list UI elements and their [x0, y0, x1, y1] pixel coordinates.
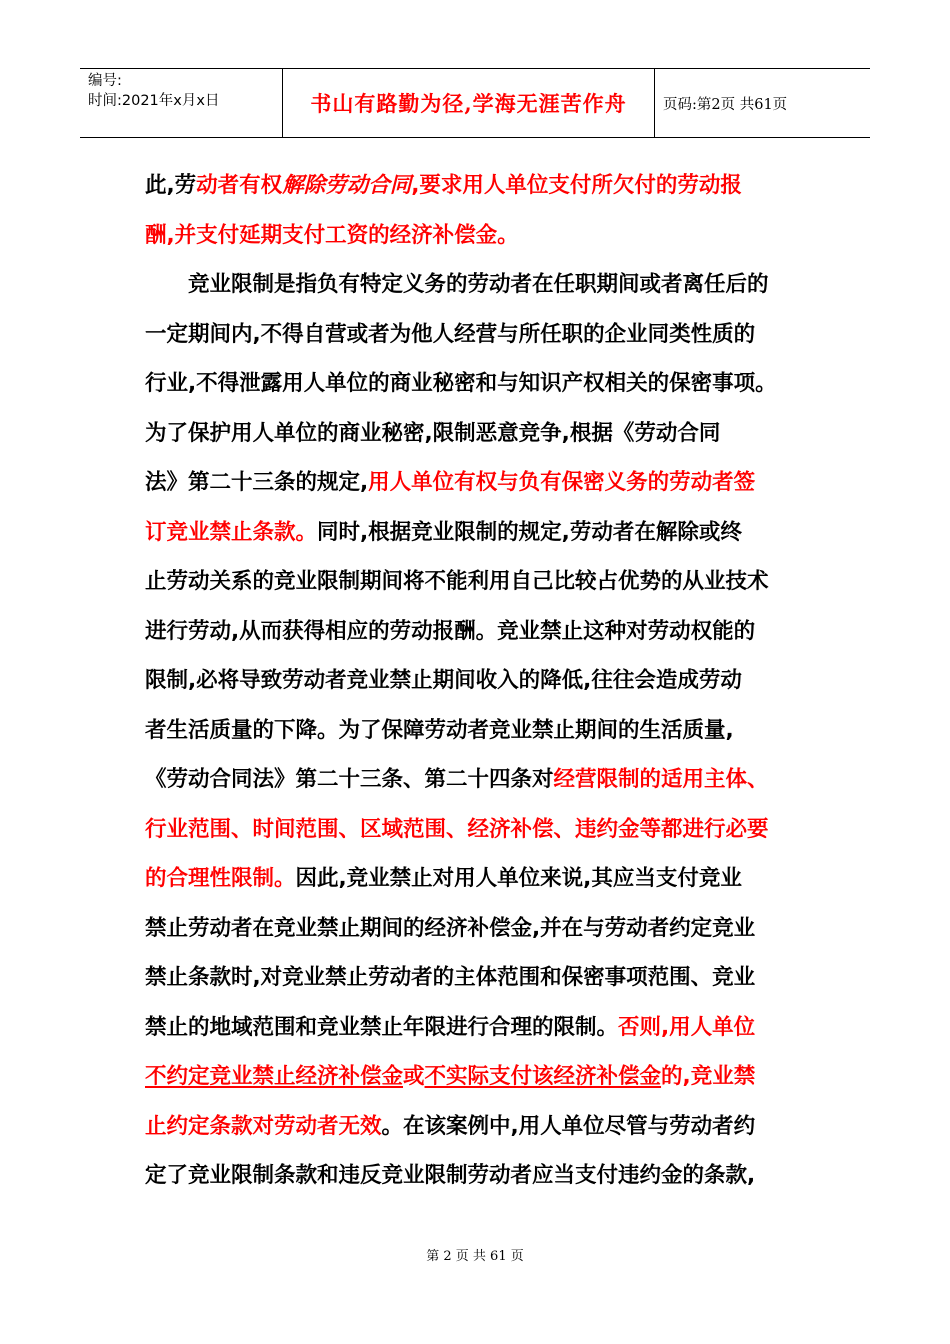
emphasis-run: 订竞业禁止条款。 [145, 519, 318, 545]
text-line [145, 854, 815, 904]
text-run: 此,劳 [145, 173, 197, 198]
emphasis-run: 或 [403, 1064, 425, 1089]
header-info-cell [80, 69, 283, 137]
text-run: 止劳动关系的竞业限制期间将不能利用自己比较占优势的从业技术 [145, 569, 769, 594]
emphasis-run: 的,竞业禁 [661, 1064, 756, 1089]
text-line [145, 1102, 815, 1152]
document-body [145, 161, 815, 1201]
text-line [145, 755, 815, 805]
serial-number-label: 编号: [88, 73, 122, 89]
text-line [145, 904, 815, 954]
paragraph-start-line [145, 260, 815, 310]
text-run: 行业,不得泄露用人单位的商业秘密和与知识产权相关的保密事项。 [145, 371, 777, 396]
text-line [145, 706, 815, 756]
emphasis-run: 止约定条款对劳动者无效 [145, 1113, 382, 1139]
text-run: 同时,根据竞业限制的规定,劳动者在解除或终 [317, 519, 742, 545]
text-line [145, 161, 815, 211]
text-line [145, 508, 815, 558]
emphasis-underlined-run: 不实际支付该经济补偿金 [424, 1064, 662, 1089]
text-line [145, 310, 815, 360]
text-line [145, 1003, 815, 1053]
text-run: 竞业限制是指负有特定义务的劳动者在任职期间或者离任后的 [188, 272, 769, 297]
text-line [145, 607, 815, 657]
text-run: 者生活质量的下降。为了保障劳动者竞业禁止期间的生活质量, [145, 717, 734, 743]
document-header [80, 68, 870, 138]
text-line [145, 805, 815, 855]
text-line [145, 1151, 815, 1201]
emphasis-run: 动者有权 [196, 173, 283, 198]
text-line [145, 953, 815, 1003]
text-run: 因此,竞业禁止对用人单位来说,其应当支付竞业 [295, 866, 742, 891]
text-run: 限制,必将导致劳动者竞业禁止期间收入的降低,往往会造成劳动 [145, 668, 742, 693]
emphasis-run: 酬,并支付延期支付工资的经济补偿金。 [145, 222, 519, 248]
emphasis-run: 经营限制的适用主体、 [553, 767, 769, 792]
text-run: 禁止劳动者在竞业禁止期间的经济补偿金,并在与劳动者约定竞业 [145, 915, 756, 941]
header-motto: 书山有路勤为径,学海无涯苦作舟 [283, 69, 655, 137]
emphasis-underlined-run: 不约定竞业禁止经济补偿金 [145, 1064, 404, 1089]
emphasis-run: 否则,用人单位 [618, 1014, 756, 1040]
emphasis-run: ,要求用人单位支付所欠付的劳动报 [411, 173, 742, 198]
text-run: 定了竞业限制条款和违反竞业限制劳动者应当支付违约金的条款, [145, 1163, 756, 1188]
emphasis-run: 用人单位有权与负有保密义务的劳动者签 [368, 470, 756, 495]
text-line [145, 409, 815, 459]
text-run: 为了保护用人单位的商业秘密,限制恶意竞争,根据《劳动合同 [145, 420, 721, 446]
text-run: 禁止条款时,对竞业禁止劳动者的主体范围和保密事项范围、竞业 [145, 965, 756, 990]
text-run: 进行劳动,从而获得相应的劳动报酬。竞业禁止这种对劳动权能的 [145, 618, 756, 644]
emphasis-italic-run: 解除劳动合同 [282, 173, 412, 198]
text-run: 《劳动合同法》第二十三条、第二十四条对 [145, 767, 554, 792]
text-line [145, 359, 815, 409]
text-run: 一定期间内,不得自营或者为他人经营与所任职的企业同类性质的 [145, 321, 756, 347]
text-run: 。在该案例中,用人单位尽管与劳动者约 [381, 1113, 756, 1139]
text-line [145, 211, 815, 261]
header-page-code: 页码:第2页 共61页 [663, 96, 788, 113]
emphasis-run: 行业范围、时间范围、区域范围、经济补偿、违约金等都进行必要 [145, 816, 769, 842]
page-footer: 第 2 页 共 61 页 [426, 1249, 524, 1264]
date-label: 时间:2021年x月x日 [88, 93, 220, 109]
text-line [145, 458, 815, 508]
text-run: 禁止的地域范围和竞业禁止年限进行合理的限制。 [145, 1014, 619, 1040]
text-run: 法》第二十三条的规定, [145, 470, 369, 495]
emphasis-run: 的合理性限制。 [145, 866, 296, 891]
text-line [145, 656, 815, 706]
text-line [145, 1052, 815, 1102]
text-line [145, 557, 815, 607]
